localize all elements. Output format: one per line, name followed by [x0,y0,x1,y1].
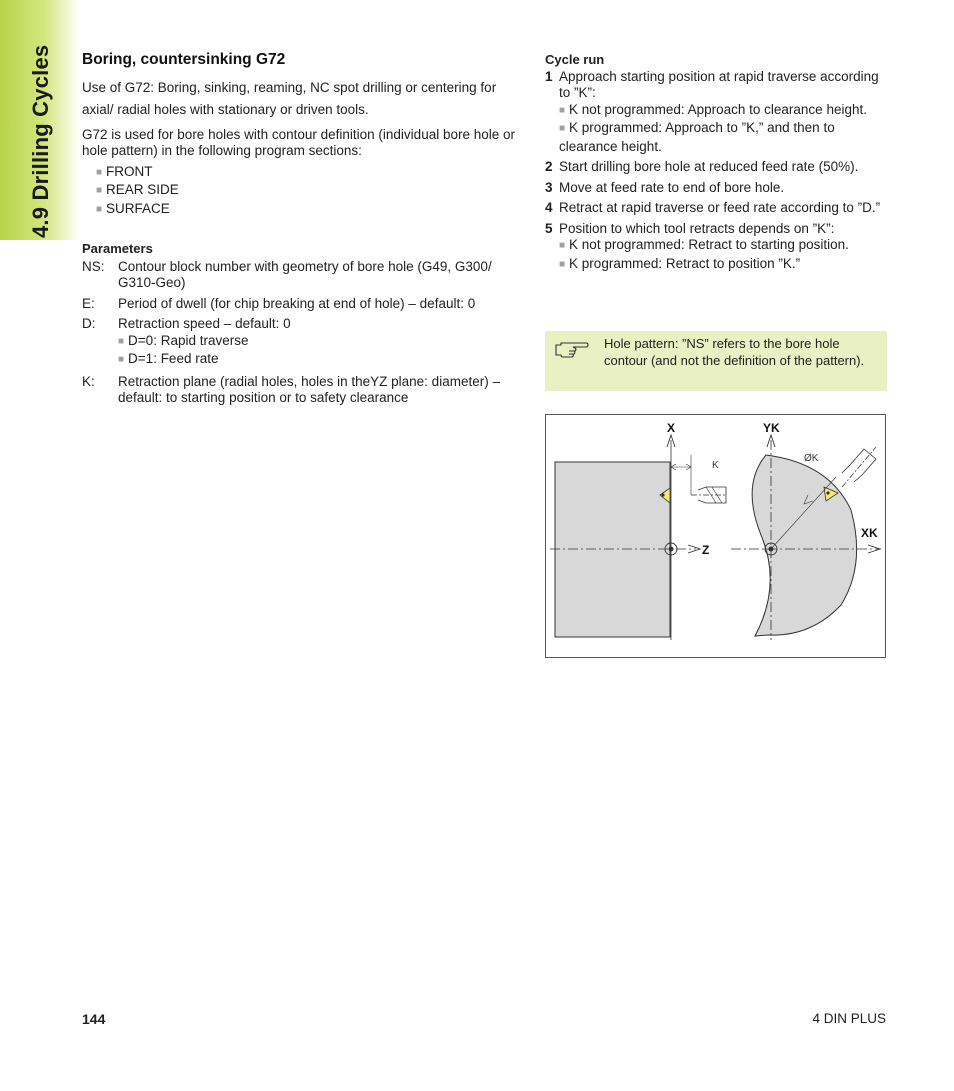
param-value-group [118,316,522,370]
cycle-step [545,200,890,217]
param-key: K: [82,373,95,389]
tool-center-left [661,493,664,496]
right-column [545,52,890,274]
param-value: Retraction plane (radial holes, holes in theYZ plane: diameter) – default: to starting position or to safety clearance [118,373,500,405]
step-text: Position to which tool retracts depends on ”K”: [559,220,835,236]
cycle-step [545,221,890,275]
list-item: ■ D=1: Feed rate [118,351,522,370]
left-column [82,52,522,407]
drilling-diagram [545,414,886,658]
param-value: Period of dwell (for chip breaking at end of hole) – default: 0 [118,295,476,311]
step-number: 5 [545,220,553,236]
param-key: D: [82,316,96,331]
origin-dot [669,547,674,552]
step-text-group [559,69,890,156]
tool-center-right [826,491,829,494]
intro-paragraph-1: Use of G72: Boring, sinking, reaming, NC spot drilling or centering for axial/ radial holes with stationary or driven tools. [82,79,497,117]
z-axis-label: Z [702,543,710,557]
dk-label: ØK [804,453,819,464]
param-e [82,296,522,313]
drill-axis-right [842,447,876,487]
step-text: Approach starting position at rapid traverse according to ”K”: [559,68,879,100]
disk-shape [752,455,857,636]
cycle-step [545,180,890,197]
step-text-group [559,221,890,275]
list-item: ■ D=0: Rapid traverse [118,333,522,352]
param-key: NS: [82,258,105,274]
k-label: K [712,460,719,471]
param-value: Retraction speed – default: 0 [118,316,291,331]
note-text: Hole pattern: ”NS” refers to the bore hole contour (and not the definition of the pattern). [604,336,865,368]
step-number: 1 [545,68,553,84]
param-value: Contour block number with geometry of bore hole (G49, G300/ G310-Geo) [118,258,492,290]
list-item: ■ K not programmed: Approach to clearance height. [559,102,890,121]
cycle-run-heading: Cycle run [545,52,605,67]
parameters-heading: Parameters [82,241,153,256]
cycle-step [545,69,890,156]
yk-axis-label: YK [763,421,780,435]
xk-axis-label: XK [861,526,878,540]
program-sections-list [96,164,522,220]
list-item: ■ FRONT [96,164,522,183]
page-number: 144 [82,1011,106,1027]
step-text: Start drilling bore hole at reduced feed rate (50%). [559,159,859,174]
section-title: Boring, countersinking G72 [82,51,286,68]
list-item: ■ K programmed: Approach to ”K,” and then to clearance height. [559,120,890,155]
list-item: ■ SURFACE [96,201,522,220]
workpiece-rect [555,462,670,637]
intro-paragraph-2: G72 is used for bore holes with contour definition (individual bore hole or hole pattern) in the following program sections: [82,126,516,158]
step-number: 3 [545,179,553,195]
list-item: ■ REAR SIDE [96,182,522,201]
param-key: E: [82,295,95,311]
step-number: 2 [545,159,553,174]
drilling-diagram-svg [546,415,887,659]
step-text: Retract at rapid traverse or feed rate according to ”D.” [559,200,881,215]
note-box [545,331,887,391]
step-text: Move at feed rate to end of bore hole. [559,179,785,195]
pointing-hand-icon [555,337,589,359]
list-item: ■ K programmed: Retract to position ”K.” [559,256,890,275]
step-number: 4 [545,200,553,215]
param-ns [82,259,522,292]
chapter-label: 4 DIN PLUS [812,1011,886,1026]
param-d [82,316,522,370]
list-item: ■ K not programmed: Retract to starting position. [559,237,890,256]
param-k [82,374,522,407]
section-side-tab-label: 4.9 Drilling Cycles [28,44,53,238]
cycle-step [545,159,890,176]
x-axis-label: X [667,421,676,435]
drill-tool-right [842,449,876,482]
